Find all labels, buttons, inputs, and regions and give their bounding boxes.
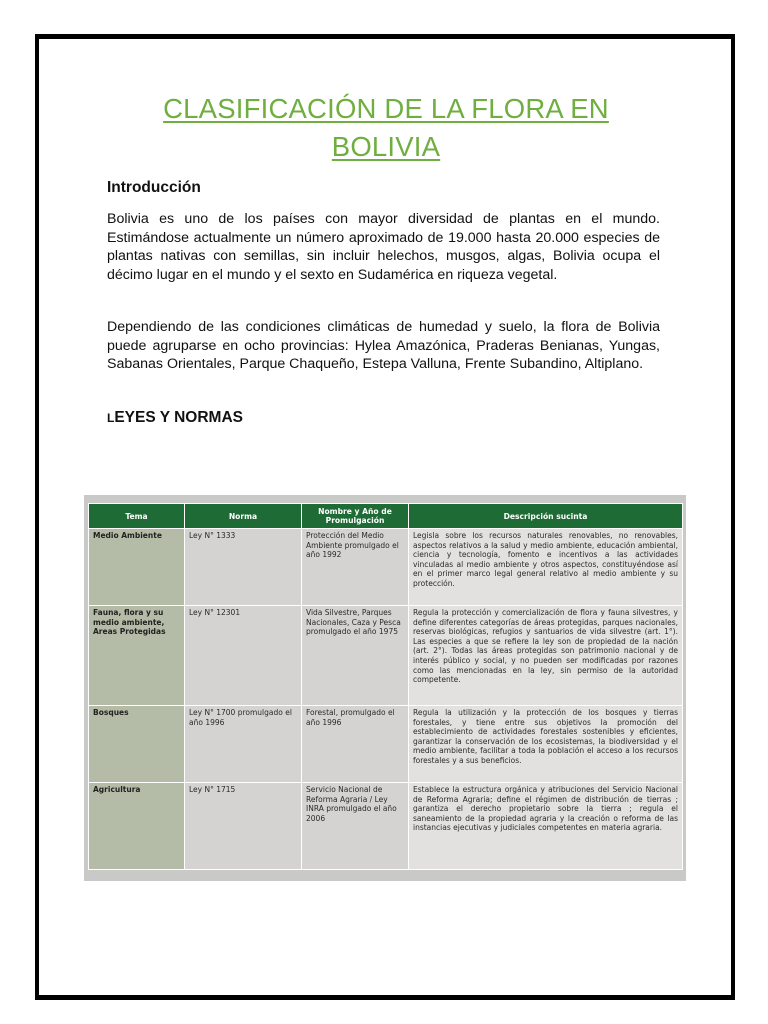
table-row [89,706,683,783]
table-header-row [89,504,683,529]
cell-norma: Ley N° 1700 promulgado el año 1996 [185,706,302,783]
table-row [89,783,683,870]
cell-tema: Agricultura [89,783,185,870]
table-row [89,529,683,606]
cell-descripcion: Legisla sobre los recursos naturales renovables, no renovables, aspectos relativos a la salud y medio ambiente, educación ambiental, ciencia y tecnología, fomento e incentivos a las actividades vinculadas al medio ambiente y otros aspectos, constituyéndose así en el primer marco legal general relativo al medio ambiente y su protección. [409,529,683,606]
header-nombre: Nombre y Año de Promulgación [302,504,409,529]
laws-heading-rest: EYES Y NORMAS [114,409,243,426]
cell-tema: Bosques [89,706,185,783]
cell-descripcion: Regula la utilización y la protección de los bosques y tierras forestales, y tiene entre sus objetivos la promoción del establecimiento de actividades forestales sostenibles y eficientes, garantizar la conservación de los ecosistemas, la biodiversidad y el medio ambiente, facilitar a toda la población el acceso a los recursos forestales y a sus beneficios. [409,706,683,783]
cell-nombre: Vida Silvestre, Parques Nacionales, Caza y Pesca promulgado el año 1975 [302,606,409,706]
intro-heading: Introducción [107,179,201,196]
intro-paragraph-2: Dependiendo de las condiciones climáticas de humedad y suelo, la flora de Bolivia puede agruparse en ocho provincias: Hylea Amazónica, Praderas Benianas, Yungas, Sabanas Orientales, Parque Chaqueño, Estepa Valluna, Frente Subandino, Altiplano. [107,319,660,373]
cell-norma: Ley N° 1333 [185,529,302,606]
header-norma: Norma [185,504,302,529]
table-row [89,606,683,706]
intro-paragraph-1: Bolivia es uno de los países con mayor diversidad de plantas en el mundo. Estimándose actualmente un número aproximado de 19.000 hasta 20.000 especies de plantas nativas con semillas, sin incluir helechos, musgos, algas, Bolivia ocupa el décimo lugar en el mundo y el sexto en Sudamérica en riqueza vegetal. [107,211,660,283]
cell-tema: Medio Ambiente [89,529,185,606]
laws-table-image [84,495,686,881]
cell-nombre: Servicio Nacional de Reforma Agraria / Ley INRA promulgado el año 2006 [302,783,409,870]
cell-descripcion: Establece la estructura orgánica y atribuciones del Servicio Nacional de Reforma Agraria; define el régimen de distribución de tierras ; garantiza el derecho propietario sobre la tierra ; regula el saneamiento de la propiedad agraria y la creación o reforma de las instancias ejecutivas y judiciales competentes en materia agraria. [409,783,683,870]
header-tema: Tema [89,504,185,529]
document-title: CLASIFICACIÓN DE LA FLORA EN BOLIVIA [163,93,609,162]
cell-norma: Ley N° 1715 [185,783,302,870]
laws-table [88,503,683,870]
laws-heading-initial: L [107,411,115,425]
laws-heading [107,409,243,427]
cell-tema: Fauna, flora y su medio ambiente, Areas Protegidas [89,606,185,706]
cell-nombre: Protección del Medio Ambiente promulgado el año 1992 [302,529,409,606]
header-descripcion: Descripción sucinta [409,504,683,529]
cell-norma: Ley N° 12301 [185,606,302,706]
cell-nombre: Forestal, promulgado el año 1996 [302,706,409,783]
cell-descripcion: Regula la protección y comercialización de flora y fauna silvestres, y define diferentes categorías de áreas protegidas, parques nacionales, reservas biológicas, refugios y santuarios de vida silvestre (art. 1°). Las especies a que se refiere la ley son de propiedad de la nación (art. 2°). Todas las áreas protegidas son patrimonio nacional y de interés público y social, y no pueden ser modificadas por razones como las mencionadas en la ley, sin permiso de la autoridad competente. [409,606,683,706]
